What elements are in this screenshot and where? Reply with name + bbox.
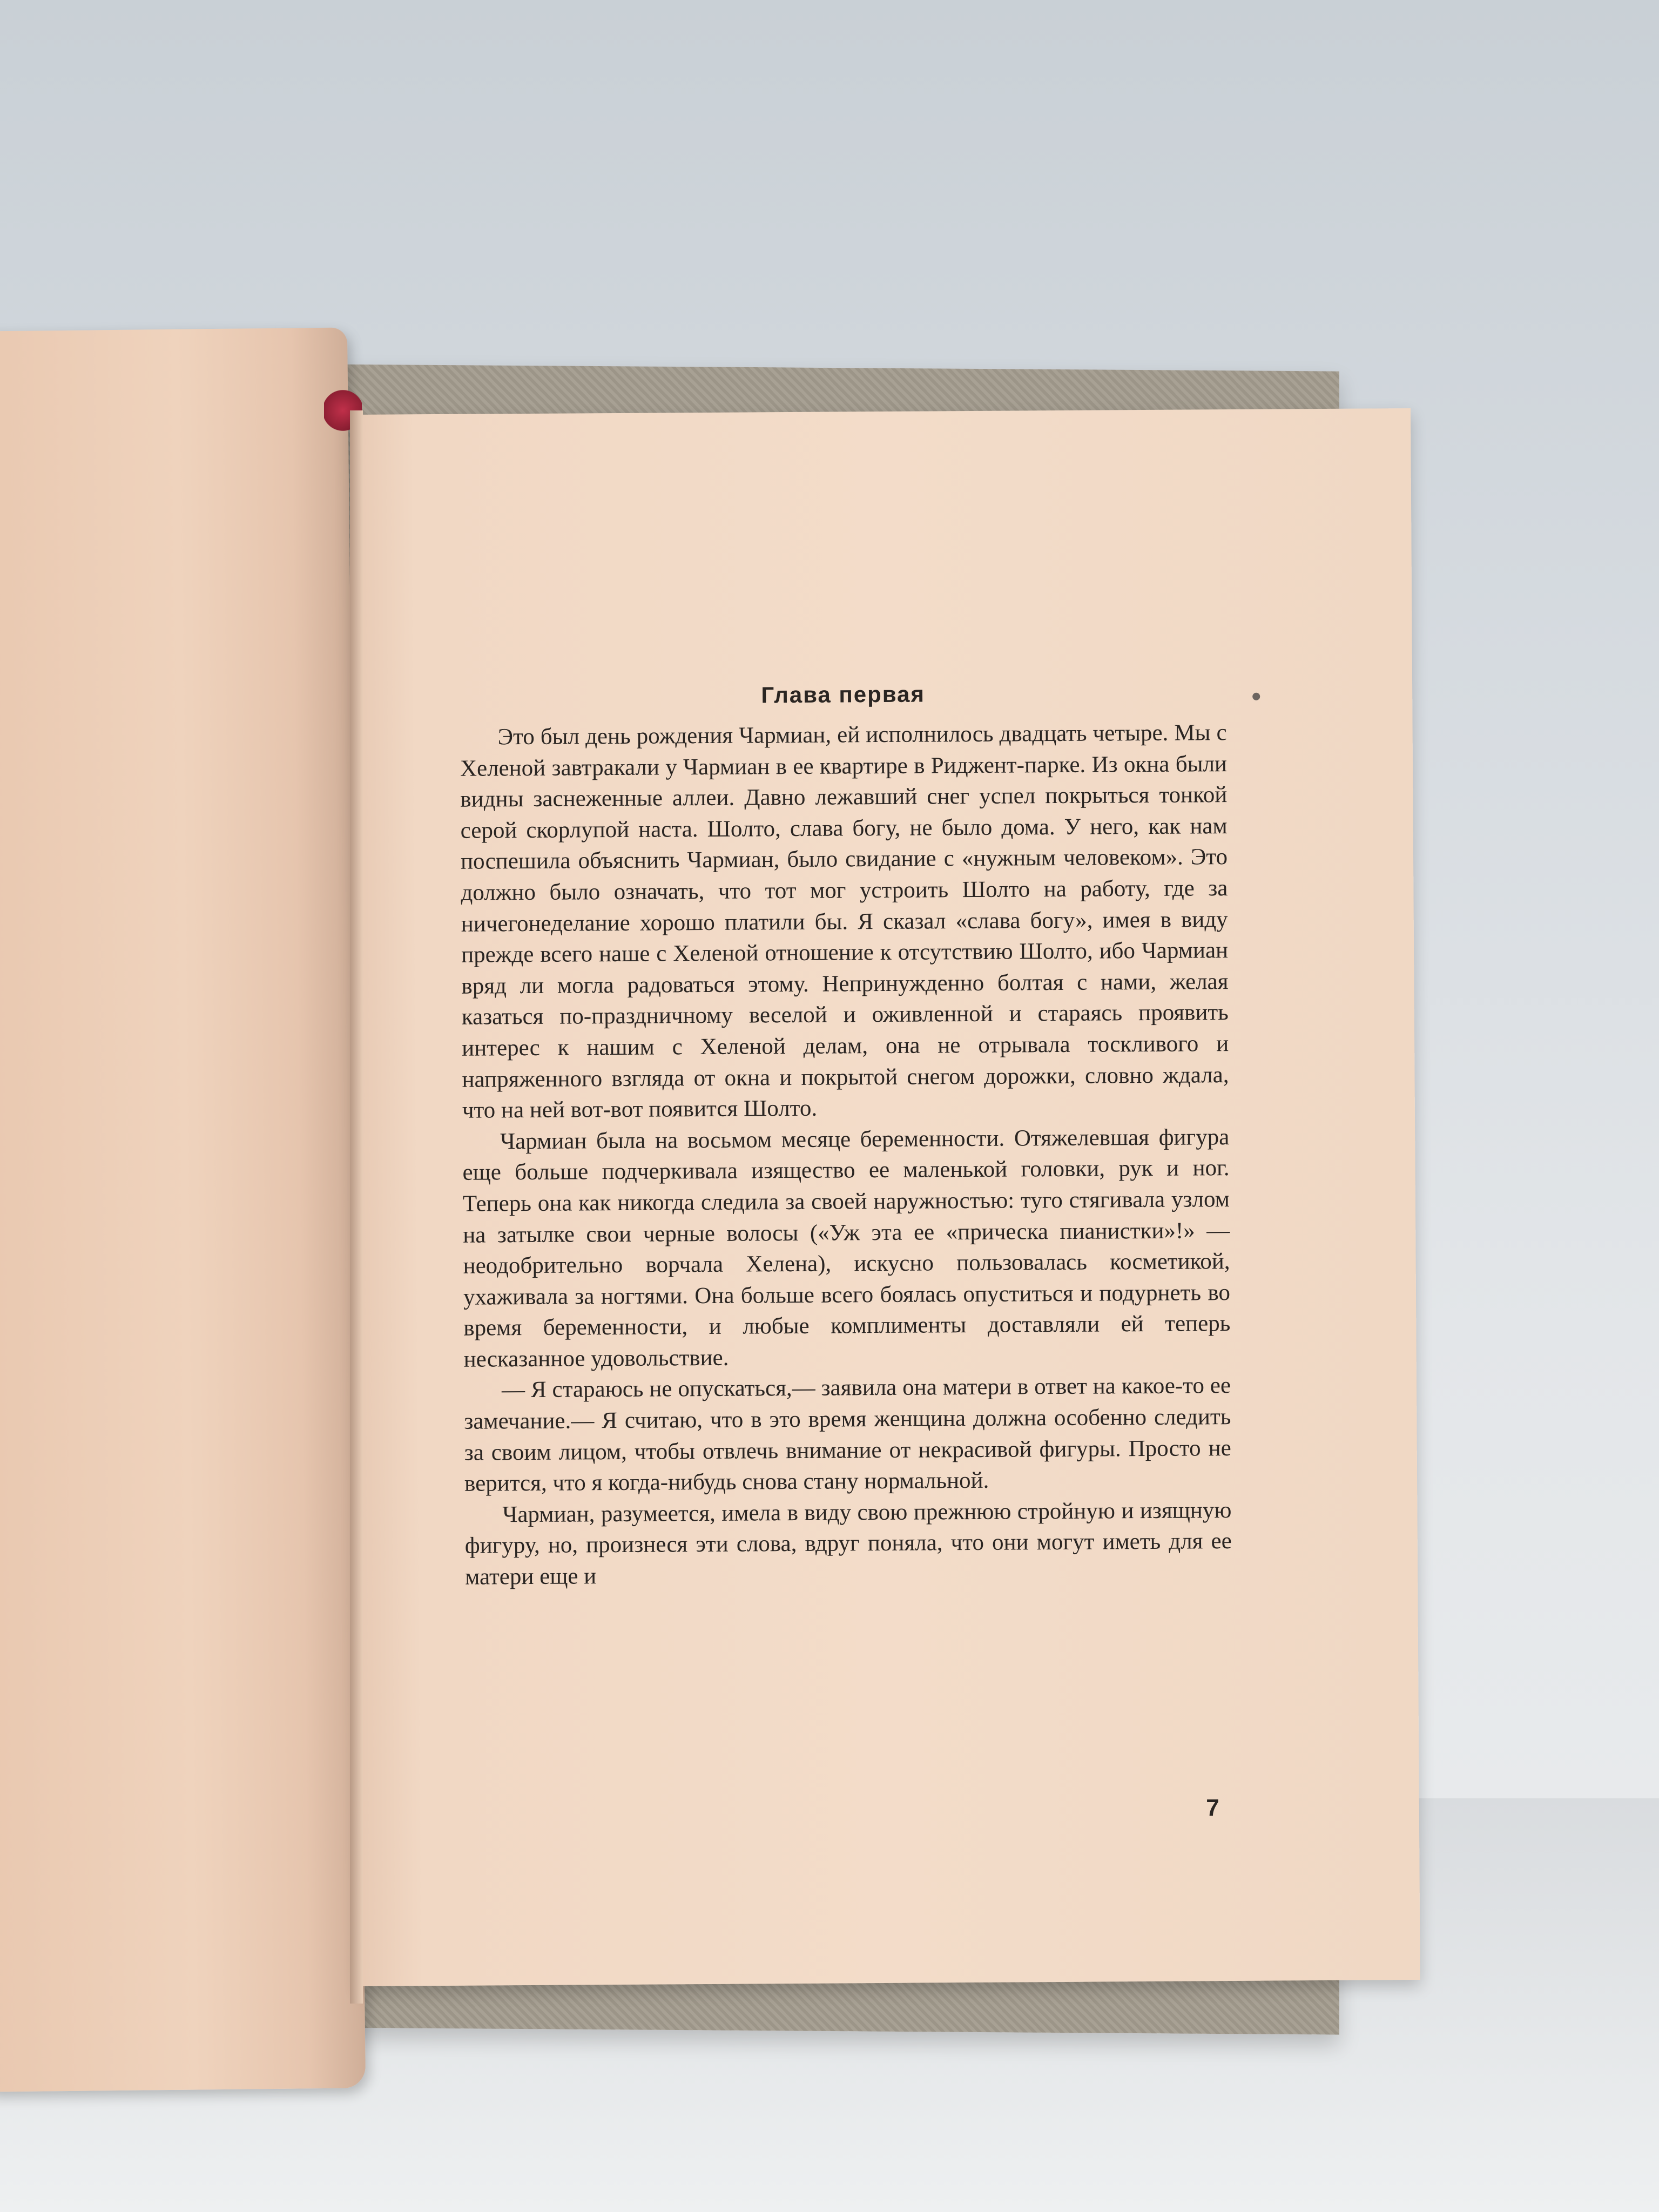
paragraph-4: Чармиан, разумеется, имела в виду свою прежнюю стройную и изящную фигуру, но, произнеся эти слова, вдруг поняла, что они могут иметь для ее матери еще и: [464, 1497, 1232, 1590]
page-number: 7: [1206, 1795, 1219, 1822]
page-text-block: [460, 679, 1232, 1593]
paper-speck: [1252, 693, 1260, 700]
right-page: [350, 408, 1420, 1986]
left-page: [0, 327, 366, 2092]
paragraph-2: Чармиан была на восьмом месяце беременности. Отяжелевшая фигура еще больше подчеркивала изящество ее маленькой головки, рук и ног. Теперь она как никогда следила за своей наружностью: туго стягивала узлом на затылке свои черные волосы («Уж эта ее «прическа пианистки»!» — неодобрительно ворчала Хелена), искусно пользовалась косметикой, ухаживала за ногтями. Она больше всего боялась опуститься и подурнеть во время беременности, и любые комплименты доставляли ей теперь несказанное удовольствие.: [462, 1124, 1231, 1372]
paragraph-3: — Я стараюсь не опускаться,— заявила она матери в ответ на какое-то ее замечание.— Я считаю, что в это время женщина должна особенно следить за своим лицом, чтобы отвлечь внимание от некрасивой фигуры. Просто не верится, что я когда-нибудь снова стану нормальной.: [464, 1373, 1231, 1496]
chapter-title: Глава первая: [761, 681, 926, 708]
paragraph-1: Это был день рождения Чармиан, ей исполнилось двадцать четыре. Мы с Хеленой завтракали у Чармиан в ее квартире в Риджент-парке. Из окна были видны заснеженные аллеи. Давно лежавший снег успел покрыться тонкой серой скорлупой наста. Шолто, слава богу, не было дома. У него, как нам поспешила объяснить Чармиан, было свидание с «нужным человеком». Это должно было означать, что тот мог устроить Шолто на работу, где за ничегонеделание хорошо платили бы. Я сказал «слава богу», имея в виду прежде всего наше с Хеленой отношение к отсутствию Шолто, ибо Чармиан вряд ли могла радоваться этому. Непринужденно болтая с нами, желая казаться по-праздничному веселой и оживленной и стараясь проявить интерес к нашим с Хеленой делам, она не отрывала тоскливого и напряженного взгляда от окна и покрытой снегом дорожки, словно ждала, что на ней вот-вот появится Шолто.: [460, 720, 1229, 1123]
book-gutter: [350, 410, 363, 2004]
